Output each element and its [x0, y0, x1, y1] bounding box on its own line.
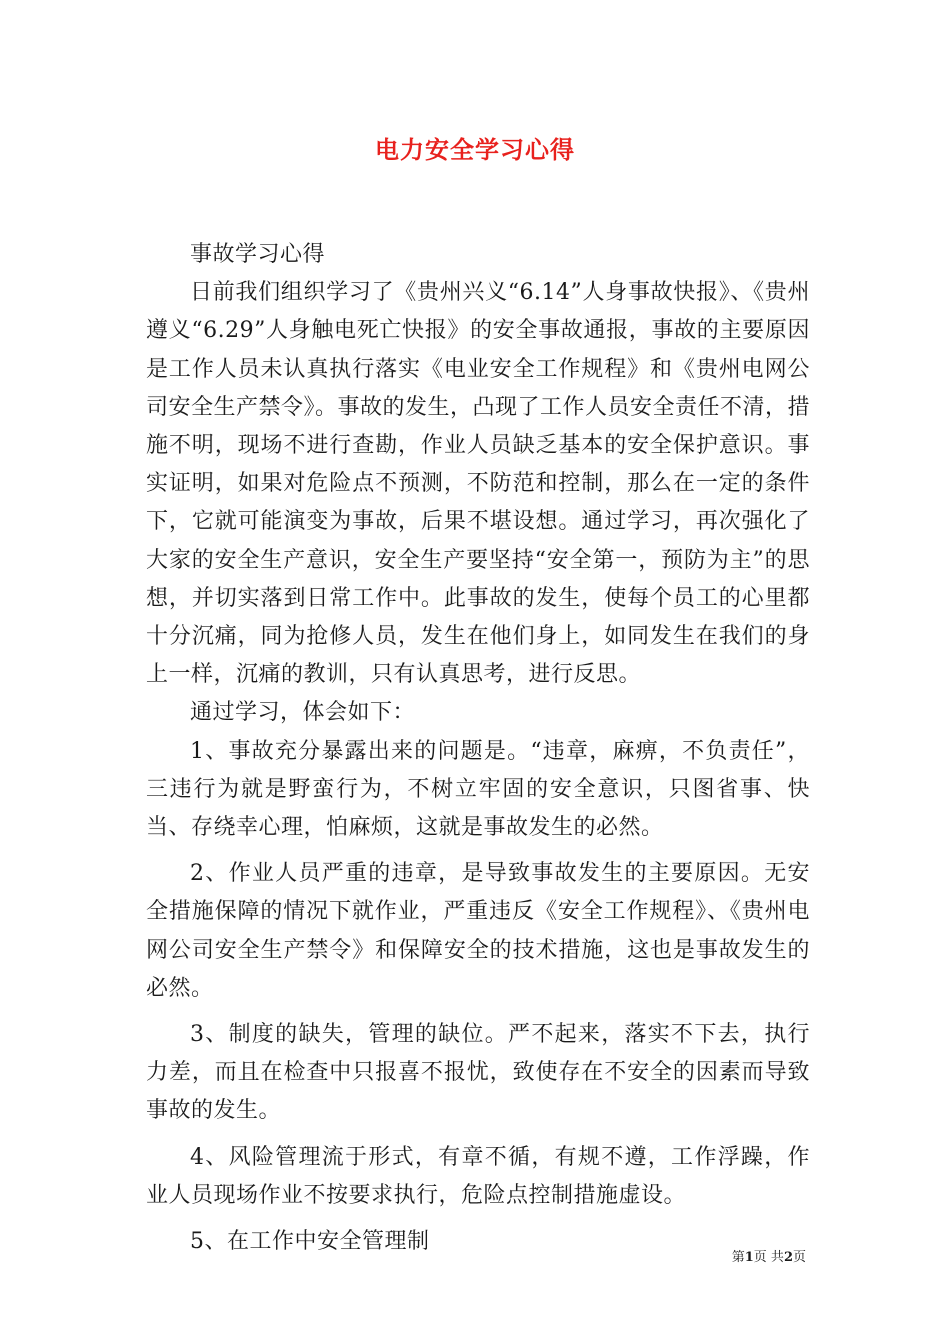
page-footer: [0, 1249, 806, 1267]
page-middle: 页 共: [753, 1250, 784, 1265]
paragraph-point-4: 4、风险管理流于形式，有章不循，有规不遵，工作浮躁，作业人员现场作业不按要求执行，危险点控制措施虚设。: [146, 1144, 810, 1208]
paragraph-subtitle: 事故学习心得: [190, 242, 326, 267]
document-title: 电力安全学习心得: [375, 135, 575, 164]
paragraph-summary-lead: 通过学习，体会如下：: [190, 700, 416, 726]
document-body: [146, 236, 810, 1261]
page-suffix: 页: [792, 1250, 806, 1265]
paragraph-point-1: 1、事故充分暴露出来的问题是。“违章，麻痹，不负责任”，三违行为就是野蛮行为，不树立牢固的安全意识，只图省事、快当、存绕幸心理，怕麻烦，这就是事故发生的必然。: [146, 738, 810, 841]
page-total-number: 2: [783, 1250, 793, 1265]
paragraph-intro: 日前我们组织学习了《贵州兴义“6.14”人身事故快报》、《贵州遵义“6.29”人身触电死亡快报》的安全事故通报，事故的主要原因是工作人员未认真执行落实《电业安全工作规程》和《贵州电网公司安全生产禁令》。事故的发生，凸现了工作人员安全责任不清，措施不明，现场不进行查勘，作业人员缺乏基本的安全保护意识。事实证明，如果对危险点不预测，不防范和控制，那么在一定的条件下，它就可能演变为事故，后果不堪设想。通过学习，再次强化了大家的安全生产意识，安全生产要坚持“安全第一，预防为主”的思想，并切实落到日常工作中。此事故的发生，使每个员工的心里都十分沉痛，同为抢修人员，发生在他们身上，如同发生在我们的身上一样，沉痛的教训，只有认真思考，进行反思。: [146, 280, 811, 688]
page-prefix: 第: [731, 1250, 745, 1265]
paragraph-point-5: 5、在工作中安全管理制: [190, 1229, 430, 1255]
paragraph-point-2: 2、作业人员严重的违章，是导致事故发生的主要原因。无安全措施保障的情况下就作业，严重违反《安全工作规程》、《贵州电网公司安全生产禁令》和保障安全的技术措施，这也是事故发生的必然。: [146, 861, 810, 1001]
page-current-number: 1: [744, 1250, 754, 1265]
paragraph-point-3: 3、制度的缺失，管理的缺位。严不起来，落实不下去，执行力差，而且在检查中只报喜不报忧，致使存在不安全的因素而导致事故的发生。: [146, 1022, 810, 1124]
